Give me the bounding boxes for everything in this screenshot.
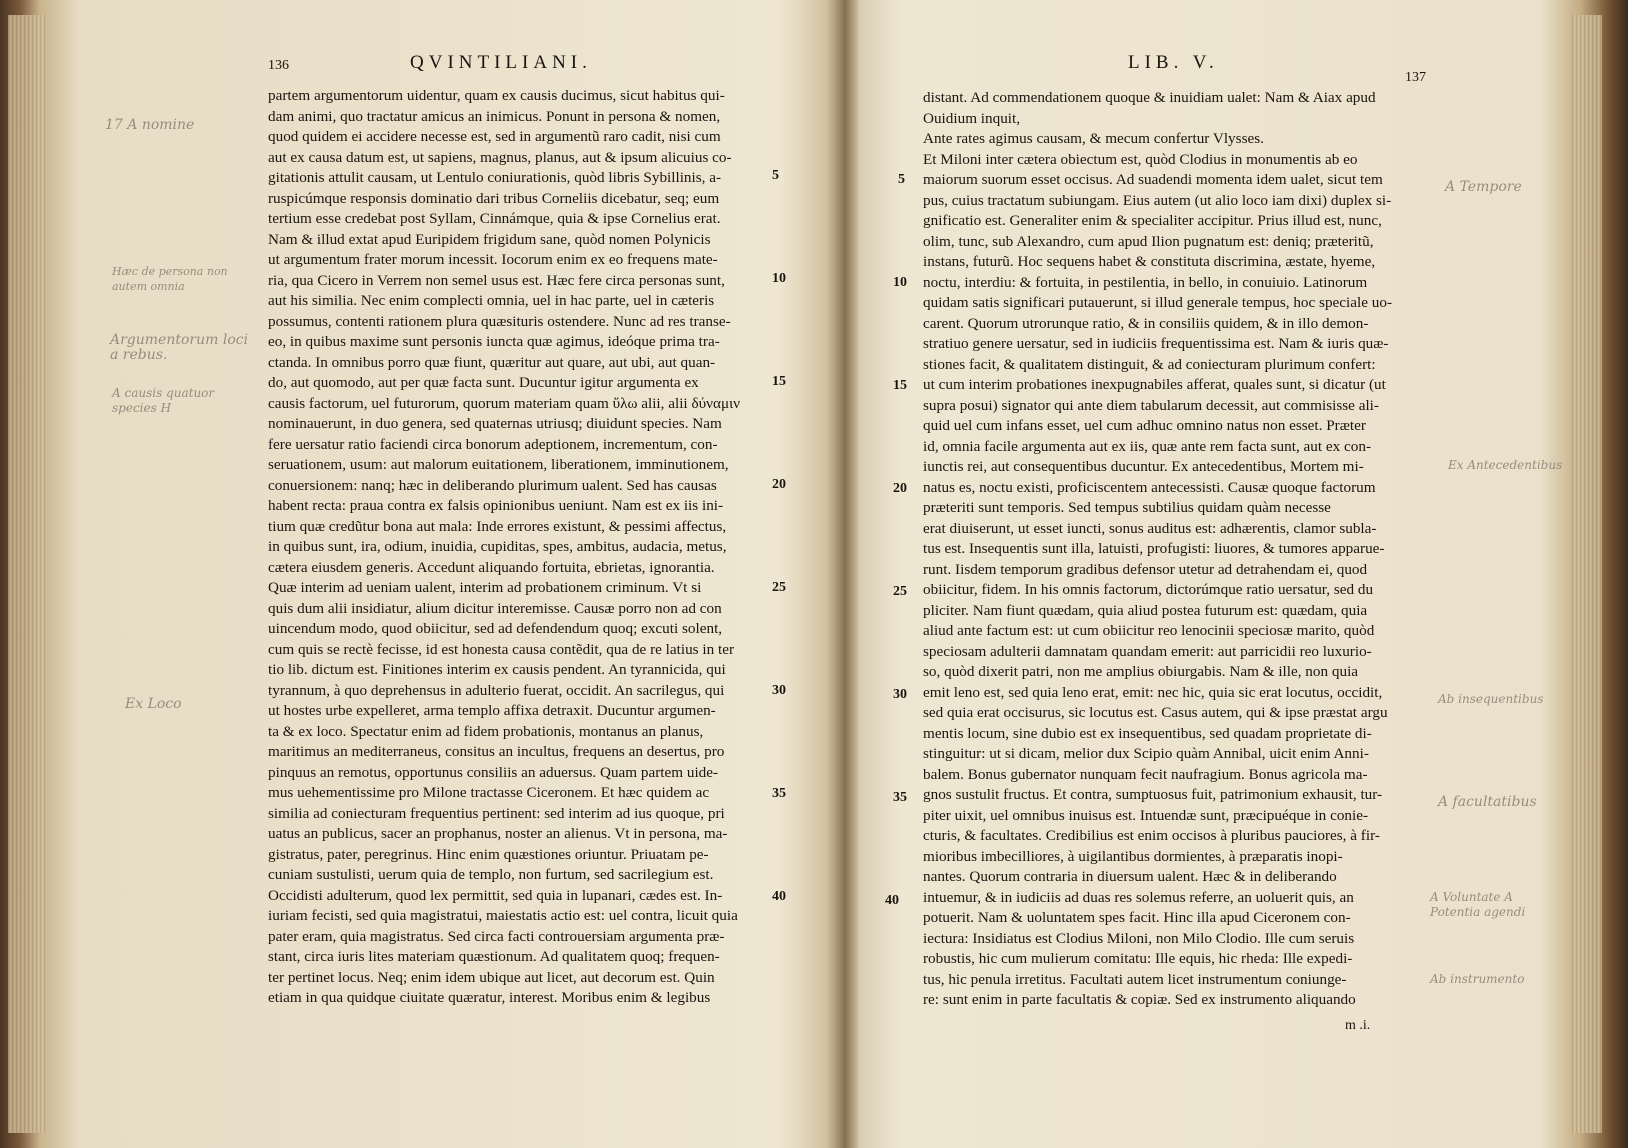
text-line: stinguitur: ut si dicam, melior dux Scipio quàm Annibal, uicit enim Anni- [923,745,1369,762]
text-line: possumus, contenti rationem plura quæsituris ostendere. Nunc ad res transe- [268,312,731,330]
text-line: tus est. Insequentis sunt illa, latuisti, profugisti: liuores, & tumores apparue- [923,540,1385,557]
text-line: aut his similia. Nec enim complecti omnia, uel in hac parte, uel in cæteris [268,292,715,309]
text-line: conuersionem: nanq; hæc in deliberando plurimum ualent. Sed has causas [268,476,717,494]
text-line: maiorum suorum esset occisus. Ad suadendi momenta idem ualet, sicut tem [923,171,1383,188]
text-line: speciosam adulterii damnatam quandam emerit: aut parricidii reo luxurio- [923,642,1372,660]
text-line: stratiuo genere uersatur, sed in iudiciis frequentissima est. Nam & iuris quæ- [923,335,1389,352]
text-line: mioribus imbecilliores, à uigilantibus dormientes, à præparatis inopi- [923,847,1343,865]
text-line: causis factorum, uel futurorum, quorum materiam quam ὕλω alii, alii δύναμιν [268,394,741,412]
text-line: gitationis attulit causam, ut Lentulo coniurationis, quòd libris Sybillinis, a- [268,169,722,186]
text-line: pinquus an remotus, opportunus consiliis an aduersus. Quam partem uide- [268,763,719,781]
text-line: intuemur, & in iudiciis ad duas res solemus referre, an uoluerit quis, an [923,888,1354,906]
margin-note: Ab insequentibus [1438,692,1544,706]
margin-note: Ex Loco [125,696,182,712]
text-line: stiones facit, & qualitatem distinguit, & ad coniecturam plurimum confert: [923,355,1376,373]
right-page-edges [1572,15,1602,1133]
text-line: Ante rates agimus causam, & mecum confertur Vlysses. [923,130,1264,147]
text-line: distant. Ad commendationem quoque & inuidiam ualet: Nam & Aiax apud [923,89,1376,106]
text-line: so, quòd dixerit patri, non me amplius obiurgabis. Nam & ille, non quia [923,663,1359,680]
text-line: runt. Iisdem temporum gradibus defensor utetur ad detrahendam ei, quod [923,560,1368,578]
text-line: partem argumentorum uidentur, quam ex causis ducimus, sicut habitus qui- [268,87,725,104]
left-line-number: 25 [772,580,786,595]
left-line-number: 10 [772,271,786,286]
text-line: cuniam sustulisti, uerum quia de templo, non furtum, sed sacrilegium est. [268,866,714,883]
text-line: quidam satis significari putauerunt, si illud generale tempus, hoc speciale uo- [923,294,1392,311]
margin-note: Hæc de persona non autem omnia [112,265,228,293]
text-line: stant, circa iuris lites materiam quæstionum. Ad qualitatem quoq; frequen- [268,948,720,965]
left-page-edges [8,15,46,1133]
text-line: seruationem, usum: aut malorum euitationem, liberationem, imminutionem, [268,456,729,473]
text-line: balem. Bonus gubernator nunquam fecit naufragium. Bonus agricola ma- [923,765,1368,783]
text-line: potuerit. Nam & uoluntatem spes facit. Hinc illa apud Ciceronem con- [923,909,1351,926]
text-line: ter pertinet locus. Neq; enim idem ubique aut licet, aut decorum est. Quin [268,968,715,986]
right-page-number: 137 [1405,70,1426,85]
right-line-number: 30 [893,687,907,702]
right-line-number: 40 [885,893,899,908]
text-line: ria, qua Cicero in Verrem non semel usus est. Hæc fere circa personas sunt, [268,271,725,289]
margin-note: Ex Antecedentibus [1448,458,1563,472]
text-line: erat diuiserunt, ut esset iuncti, sonus auditus est: adhærentis, clamor subla- [923,519,1377,537]
text-line: uatus an publicus, sacer an prophanus, noster an alienus. Vt in persona, ma- [268,825,728,842]
text-line: nantes. Quorum contraria in diuersum ualent. Hæc & in deliberando [923,868,1337,885]
text-line: gnificatio est. Generaliter enim & specialiter accipitur. Prius illud est, nunc, [923,212,1382,229]
text-line: pus, cuius tractatum subiungam. Eius autem (ut alio loco iam dixi) duplex si- [923,191,1392,209]
text-line: nominauerunt, in duo genera, sed quaternas utriusq; diuidunt species. Nam [268,415,722,432]
text-line: Et Miloni inter cætera obiectum est, quòd Clodius in monumentis ab eo [923,150,1358,168]
text-line: fere uersatur ratio faciendi circa bonorum adeptionem, incrementum, con- [268,435,718,453]
left-line-number: 15 [772,374,786,389]
right-page-text [923,88,1443,1011]
text-line: maritimus an mediterraneus, consitus an incultus, frequens an desertus, pro [268,743,725,760]
text-line: tium quæ credũtur bona aut mala: Inde errores existunt, & pessimi affectus, [268,517,727,535]
text-line: robustis, hic cum mulierum comitatu: Ille equis, hic rheda: Ille expedi- [923,950,1353,967]
left-line-number: 5 [772,168,779,183]
text-line: emit leno est, sed quia leno erat, emit: nec hic, quia sic erat locutus, occidit, [923,683,1383,701]
text-line: Occidisti adulterum, quod lex permittit, sed quia in lupanari, cædes est. In- [268,886,723,904]
left-line-number: 30 [772,683,786,698]
text-line: ut hostes urbe expelleret, arma templo affixa detraxit. Ducuntur argumen- [268,702,716,719]
right-line-number: 5 [898,172,905,187]
left-page-number: 136 [268,58,289,73]
text-line: carent. Quorum utrorunque ratio, & in consiliis quidem, & in illo demon- [923,314,1369,332]
right-line-number: 25 [893,584,907,599]
text-line: habent recta: praua contra ex falsis opinionibus ueniunt. Nam est ex iis ini- [268,497,724,514]
right-line-number: 35 [893,790,907,805]
left-running-header: QVINTILIANI. [410,52,592,73]
text-line: sed quia erat occisurus, sic locutus est. Casus autem, qui & ipse præstat argu [923,704,1388,721]
text-line: præteriti sunt temporis. Sed tempus subtilius quidam quàm necesse [923,499,1331,516]
text-line: mus uehementissime pro Milone tractasse Ciceronem. Et hæc quidem ac [268,784,710,801]
left-line-number: 20 [772,477,786,492]
text-line: quid uel cum infans esset, uel cum adhuc omnino natus non esset. Præter [923,417,1366,434]
text-line: noctu, interdiu: & fortuita, in pestilentia, in bello, in conuiuio. Latinorum [923,273,1368,291]
text-line: olim, tunc, sub Alexandro, cum apud Ilion pugnatum est: deniq; præteritũ, [923,232,1374,250]
text-line: iuriam fecisti, sed quia magistratui, maiestatis actio est: uel contra, licuit quia [268,907,738,924]
margin-note: A facultatibus [1438,794,1537,810]
text-line: pater eram, quia magistratus. Sed circa facti controuersiam argumenta præ- [268,927,725,945]
text-line: re: sunt enim in parte facultatis & copiæ. Sed ex instrumento aliquando [923,991,1356,1008]
text-line: mentis locum, sine dubio est ex insequentibus, sed quadam proprietate di- [923,724,1372,742]
margin-note: 17 A nomine [105,117,195,133]
right-running-header: LIB. V. [1128,52,1219,73]
text-line: tus, hic penula irretitus. Facultati autem licet instrumentum coniunge- [923,970,1347,988]
text-line: piter uixit, uel omnibus inuisus est. Intuendæ sunt, præcipuéque in conie- [923,806,1369,824]
text-line: Ouidium inquit, [923,109,1021,127]
text-line: iectura: Insidiatus est Clodius Miloni, non Milo Clodio. Ille cum seruis [923,929,1355,947]
left-line-number: 35 [772,786,786,801]
text-line: tertium esse credebat post Syllam, Cinnámque, quia & ipse Cornelius erat. [268,210,721,227]
text-line: similia ad coniecturam frequentius pertinent: sed interim ad ius quoque, pri [268,804,725,822]
text-line: cturis, & facultates. Credibilius est enim occisos à pluribus pauciores, à fir- [923,827,1380,844]
signature-mark: m .i. [1345,1018,1371,1033]
text-line: gistratus, pater, peregrinus. Hinc enim quæstiones oriuntur. Priuatam pe- [268,845,709,863]
book-gutter [826,0,860,1148]
text-line: Nam & illud extat apud Euripidem frigidum sane, quòd nomen Polynicis [268,230,711,248]
text-line: cum quis se rectè fecisse, id est honesta causa contẽdit, qua de re latius in ter [268,640,735,658]
text-line: ctanda. In omnibus porro quæ fiunt, quæritur aut quare, aut ubi, aut quan- [268,353,716,371]
right-line-number: 10 [893,275,907,290]
text-line: cætera eiusdem generis. Accedunt aliquando fortuita, ebrietas, ignorantia. [268,558,715,576]
margin-note: A Tempore [1445,179,1522,195]
text-line: ut cum interim probationes inexpugnabiles afferat, quales sunt, si dicatur (ut [923,376,1386,393]
text-line: do, aut quomodo, aut per quæ facta sunt. Ducuntur igitur argumenta ex [268,374,699,391]
text-line: etiam in qua quidque ciuitate quæratur, interest. Moribus enim & legibus [268,989,711,1006]
margin-note: A Voluntate A Potentia agendi [1430,890,1526,919]
text-line: eo, in quibus maxime sunt personis iuncta quæ agimus, ideóque prima tra- [268,333,720,350]
text-line: obiicitur, fidem. In his omnis factorum, dictorúmque ratio uersatur, sed du [923,581,1374,598]
text-line: pliciter. Nam fiunt quædam, quia aliud postea futurum est: quædam, quia [923,601,1368,619]
text-line: gnos sustulit fructus. Et contra, sumptuosus fuit, patrimonium exhausit, tur- [923,786,1383,803]
text-line: ut argumentum frater morum incessit. Iocorum enim ex eo frequens mate- [268,251,718,268]
right-line-number: 20 [893,481,907,496]
text-line: ta & ex loco. Spectatur enim ad fidem probationis, montanus an planus, [268,722,704,740]
text-line: uincendum modo, quod obiicitur, sed ad defendendum quoq; excuti solent, [268,620,723,637]
text-line: Quæ interim ad ueniam ualent, interim ad probationem criminum. Vt si [268,579,702,596]
left-page-text [268,86,788,1009]
text-line: quod quidem ei accidere necesse est, sed in argumentũ raro cadit, nisi cum [268,128,721,145]
text-line: quis dum alii insidiatur, alium dicitur interemisse. Causæ porro non ad con [268,599,722,617]
text-line: ruspicúmque responsis dominatio dari tribus Corneliis dicebatur, seq; eum [268,189,720,207]
margin-note: A causis quatuor species H [112,386,215,415]
text-line: supra posui) signator qui ante diem tabularum decessit, aut commisisse ali- [923,396,1379,414]
margin-note: Argumentorum loci a rebus. [110,332,249,363]
text-line: aliud ante factum est: ut cum obiicitur reo lenocinii speciosæ marito, quòd [923,622,1375,639]
text-line: natus es, noctu existi, proficiscentem antecessisti. Causæ quoque factorum [923,478,1376,496]
text-line: dam animi, quo tractatur amicus an inimicus. Ponunt in persona & nomen, [268,107,721,125]
text-line: id, omnia facile argumenta aut ex iis, quæ ante rem facta sunt, aut ex con- [923,437,1372,455]
right-line-number: 15 [893,378,907,393]
text-line: tio lib. dictum est. Finitiones interim ex causis pendent. An tyrannicida, qui [268,661,726,678]
text-line: aut ex causa datum est, ut sapiens, magnus, planus, aut & ipsum alicuius co- [268,148,732,166]
text-line: tyrannum, à quo deprehensus in adulterio fuerat, occidit. An sacrilegus, qui [268,681,725,699]
text-line: iunctis rei, aut consequentibus ducuntur. Ex antecedentibus, Mortem mi- [923,458,1364,475]
text-line: instans, futurũ. Hoc sequens habet & constituta discrimina, æstate, hyeme, [923,253,1376,270]
left-line-number: 40 [772,889,786,904]
margin-note: Ab instrumento [1430,972,1525,986]
text-line: in quibus sunt, ira, odium, inuidia, cupiditas, spes, ambitus, audacia, metus, [268,538,727,555]
